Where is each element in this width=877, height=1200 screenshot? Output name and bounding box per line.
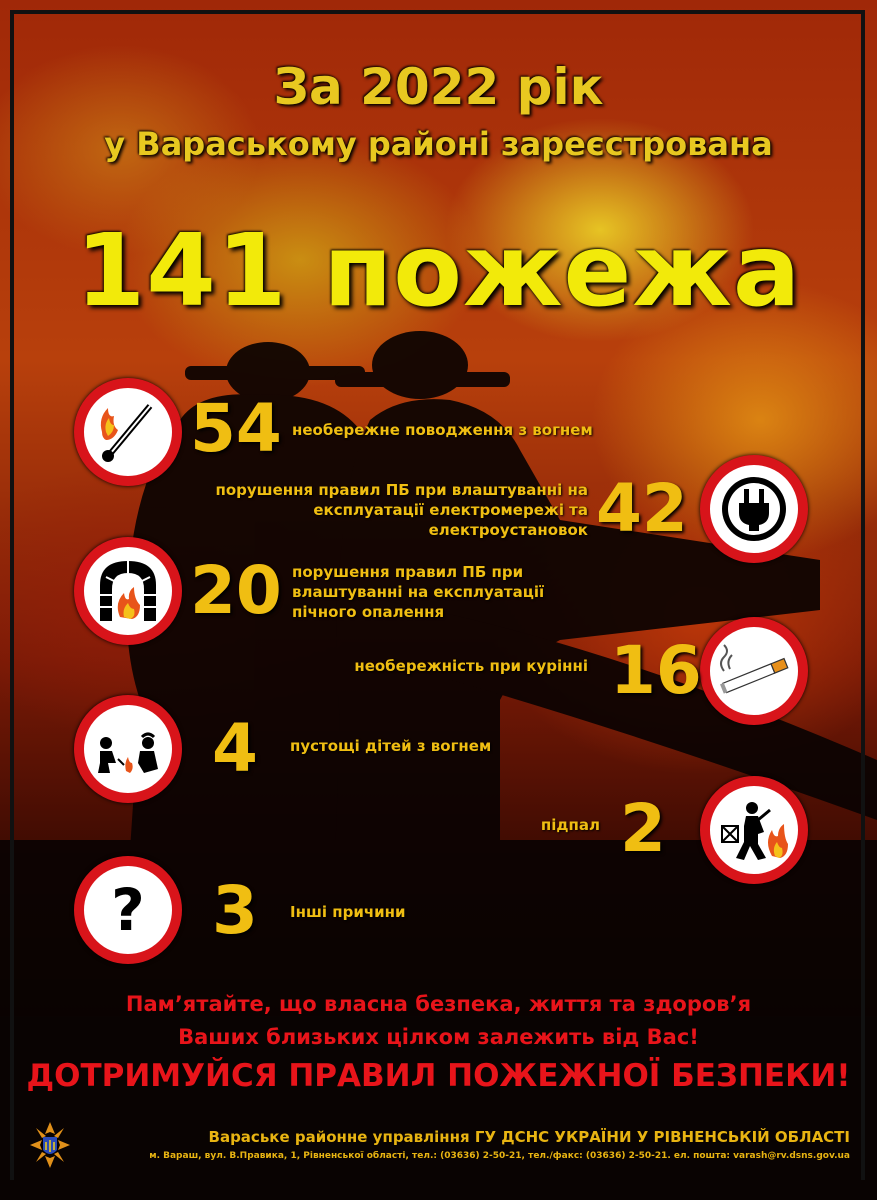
cause-label: порушення правил ПБ при влаштуванні на експлуатації пічного опалення: [292, 563, 545, 621]
cause-label: підпал: [540, 816, 600, 834]
svg-text:?: ?: [111, 876, 145, 944]
title-subtitle: у Вараському районі зареєстрована: [104, 125, 773, 163]
cigarette-icon: [700, 617, 808, 725]
safety-reminder: Пам’ятайте, що власна безпека, життя та здоров’я Ваших близьких цілком залежить від Вас!: [125, 992, 752, 1049]
match-fire-icon: [74, 378, 182, 486]
cause-count: 42: [596, 470, 688, 547]
cause-label: необережність при курінні: [354, 657, 588, 675]
cause-count: 2: [620, 790, 666, 867]
title-total-fires: 141 пожежа: [75, 212, 802, 329]
stove-fire-icon: [74, 537, 182, 645]
cause-label: пустощі дітей з вогнем: [290, 737, 492, 755]
cause-count: 4: [212, 710, 258, 787]
question-mark-icon: [74, 856, 182, 964]
title-year: За 2022 рік: [273, 58, 604, 116]
cause-count: 16: [610, 632, 702, 709]
cause-count: 3: [212, 872, 258, 949]
organization-name: Вараське районне управління ГУ ДСНС УКРАЇНИ У РІВНЕНСЬКІЙ ОБЛАСТІ: [208, 1128, 850, 1146]
arson-icon: [700, 776, 808, 884]
cause-count: 20: [190, 552, 282, 629]
cause-label: необережне поводження з вогнем: [292, 421, 593, 439]
cause-label: порушення правил ПБ при влаштуванні на експлуатації електромережі та електроустановок: [215, 481, 588, 539]
cause-label: Інші причини: [290, 903, 406, 921]
electric-plug-icon: [700, 455, 808, 563]
children-fire-icon: [74, 695, 182, 803]
dsns-emblem-icon: [28, 1120, 72, 1170]
fire-safety-slogan: ДОТРИМУЙСЯ ПРАВИЛ ПОЖЕЖНОЇ БЕЗПЕКИ!: [26, 1058, 851, 1094]
organization-address: м. Вараш, вул. В.Правика, 1, Рівненської області, тел.: (03636) 2-50-21, тел./факс: (03636) 2-50-21. ел. пошта: varash@rv.dsns.gov.ua: [149, 1151, 850, 1161]
cause-count: 54: [190, 390, 282, 467]
